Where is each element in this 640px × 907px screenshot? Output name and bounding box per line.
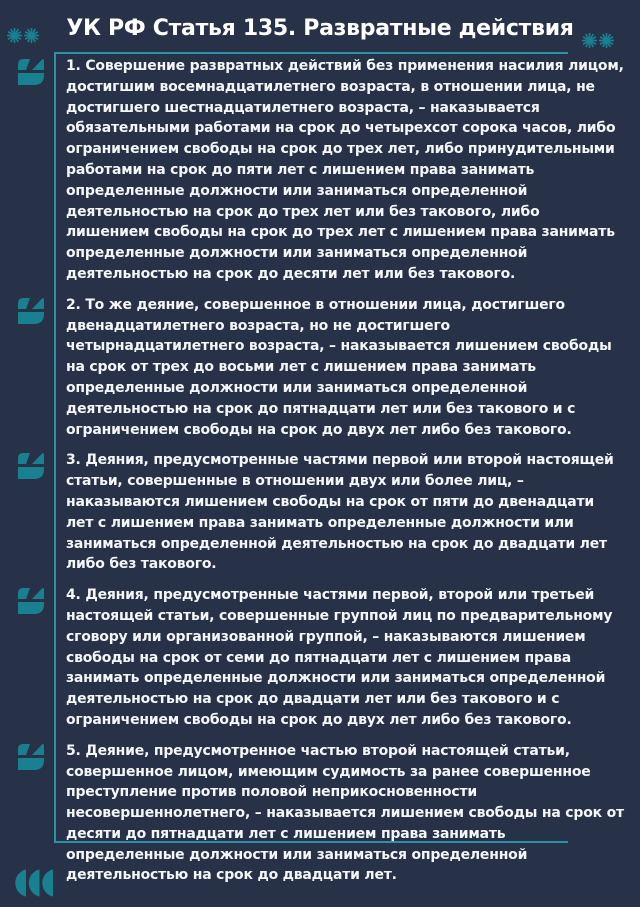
quote-icon: [15, 741, 47, 773]
article-paragraph-2: [0, 295, 640, 441]
paragraph-text: 1. Совершение развратных действий без применения насилия лицом, достигшим восемнадцатилетнего возраста, в отношении лица, не достигшего шестнадцатилетнего возраста, – наказывается обязательными работами на срок до четырехсот сорока часов, либо ограничением свободы на срок до трех лет, либо принудительными работами на срок до пяти лет с лишением права занимать определенные должности или заниматься определенной деятельностью на срок до трех лет или без такового, либо лишением свободы на срок до трех лет с лишением права занимать определенные должности или заниматься определенной деятельностью на срок до десяти лет или без такового.: [66, 58, 624, 282]
quote-icon: [15, 56, 47, 88]
quote-icon: [15, 585, 47, 617]
paragraph-text: 2. То же деяние, совершенное в отношении лица, достигшего двенадцатилетнего возраста, но не достигшего четырнадцатилетнего возраста, – наказывается лишением свободы на срок от трех до восьми лет с лишением права занимать определенные должности или заниматься определенной деятельностью на срок до пятнадцати лет или без такового и с ограничением свободы на срок до двух лет либо без такового.: [66, 296, 612, 438]
article-paragraphs: [0, 56, 640, 896]
triple-chevron-icon: [12, 869, 54, 897]
paragraph-text: 5. Деяние, предусмотренное частью второй настоящей статьи, совершенное лицом, имеющим судимость за ранее совершенное преступление против половой неприкосновенности несовершеннолетнего, – наказывается лишением свободы на срок от десяти до пятнадцати лет с лишением права занимать определенные должности или заниматься определенной деятельностью на срок до двадцати лет.: [66, 742, 624, 884]
quote-icon: [15, 295, 47, 327]
paragraph-text: 3. Деяния, предусмотренные частями первой или второй настоящей статьи, совершенные в отношении двух или более лиц, – наказываются лишением свободы на срок от пяти до двенадцати лет с лишением права занимать определенные должности или заниматься определенной деятельностью на срок до двадцати лет либо без такового.: [66, 452, 614, 573]
article-paragraph-1: [0, 56, 640, 285]
page-title: УК РФ Статья 135. Развратные действия: [66, 16, 574, 41]
article-paragraph-4: [0, 585, 640, 731]
paragraph-text: 4. Деяния, предусмотренные частями первой, второй или третьей настоящей статьи, совершенные группой лиц по предварительному сговору или организованной группой, – наказываются лишением свободы на срок от семи до пятнадцати лет с лишением права занимать определенные должности или заниматься определенной деятельностью на срок до двадцати лет или без такового и с ограничением свободы на срок до двух лет либо без такового.: [66, 587, 613, 728]
article-paragraph-5: [0, 741, 640, 887]
article-paragraph-3: [0, 450, 640, 575]
quote-icon: [15, 450, 47, 482]
